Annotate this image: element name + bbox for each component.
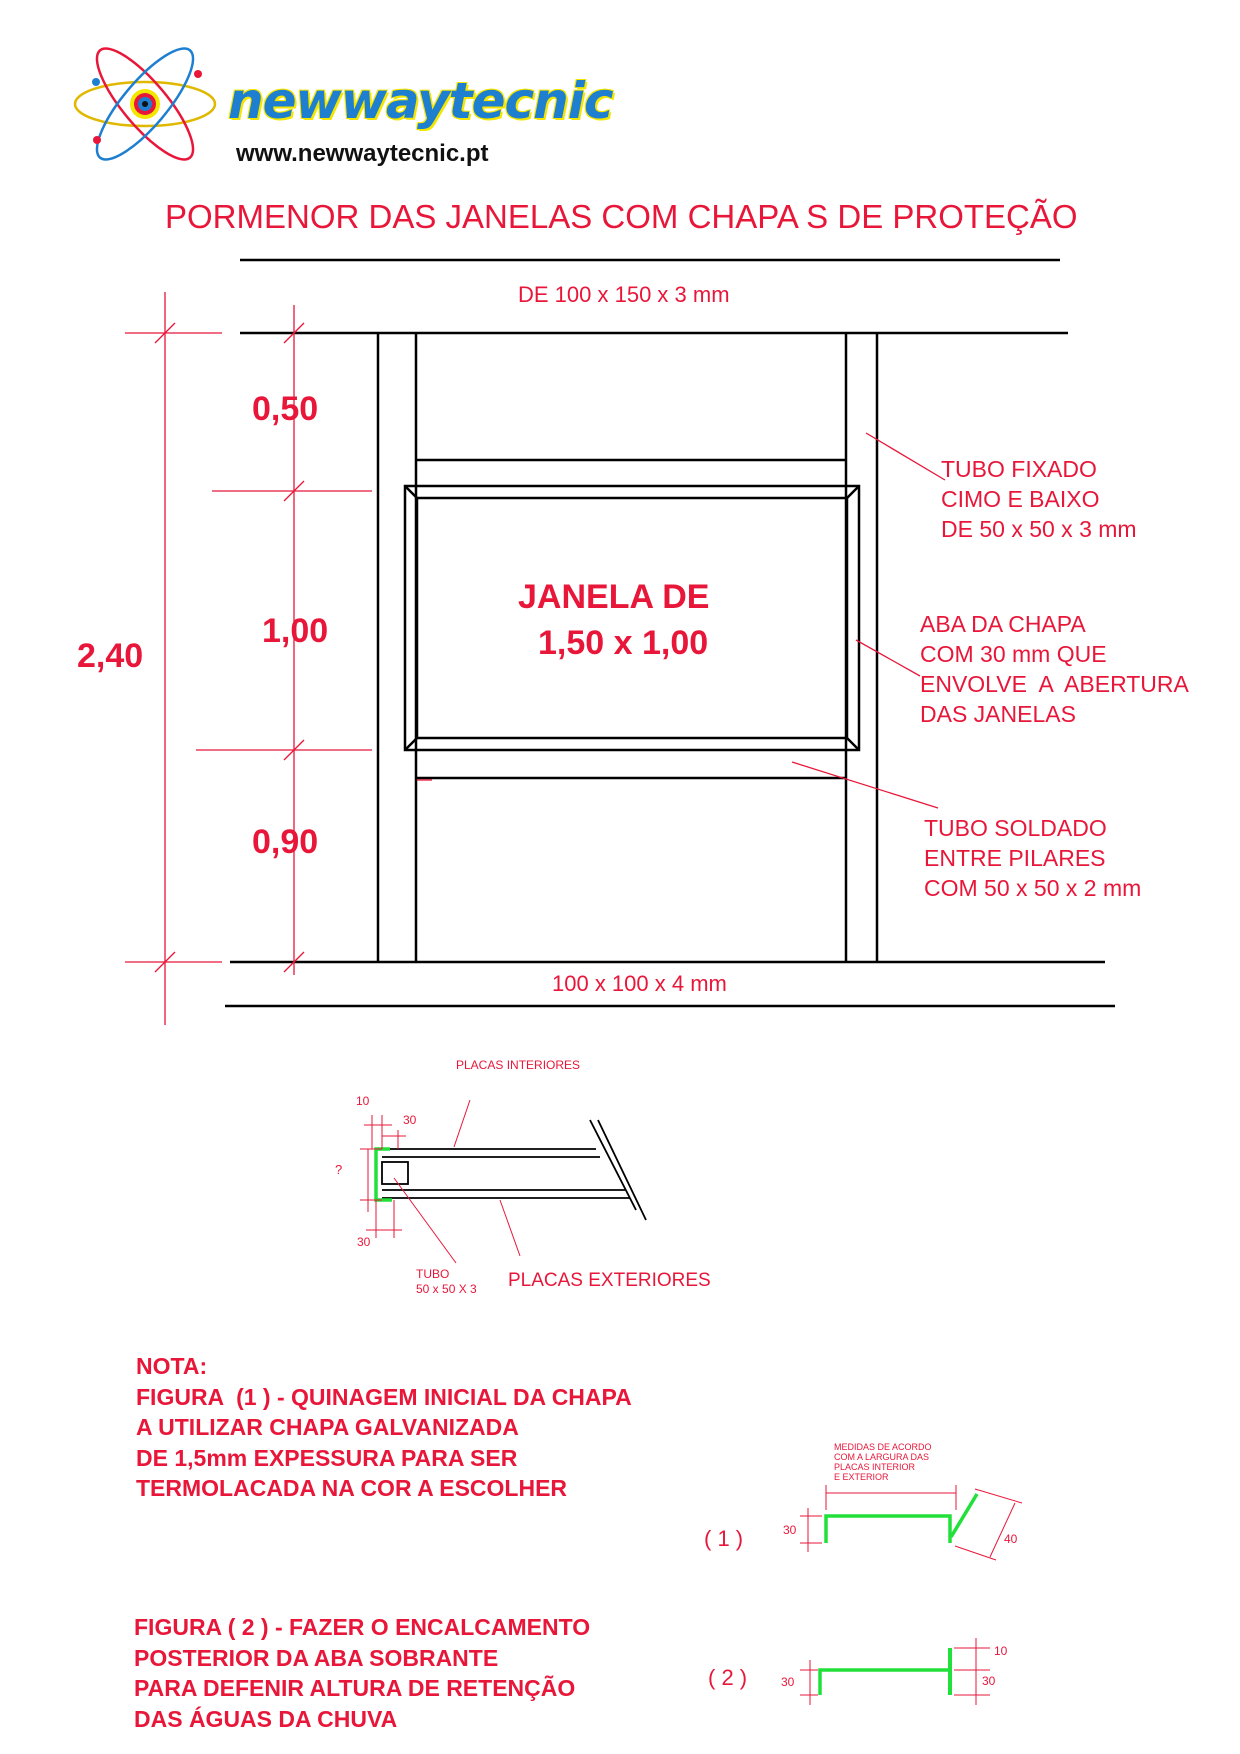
note-tube-fixed: TUBO FIXADO CIMO E BAIXO DE 50 x 50 x 3 mm	[941, 456, 1137, 542]
dim-section-10: 10	[356, 1094, 370, 1108]
window-frame-inner	[417, 498, 847, 738]
leader-exterior	[500, 1200, 520, 1256]
figure2-label: ( 2 )	[708, 1665, 748, 1690]
dim-section-30-bottom: 30	[357, 1235, 371, 1249]
dim-bottom-segment: 0,90	[252, 823, 319, 861]
atom-logo-icon	[75, 36, 215, 172]
window-title: JANELA DE	[518, 578, 710, 616]
figure1-dim-40: 40	[1004, 1532, 1018, 1546]
elevation-dimensions	[125, 292, 945, 1025]
dim-top-segment: 0,50	[252, 390, 319, 428]
window-frame-outer	[405, 486, 859, 750]
label-interior-plates: PLACAS INTERIORES	[456, 1058, 581, 1072]
figure2-profile	[800, 1638, 990, 1705]
figura2-block: FIGURA ( 2 ) - FAZER O ENCALCAMENTO POSTERIOR DA ABA SOBRANTE PARA DEFENIR ALTURA DE RETENÇÃO DAS ÁGUAS DA CHUVA	[134, 1614, 591, 1732]
figure1-profile	[800, 1485, 1022, 1560]
figure2-dim-30-right: 30	[982, 1674, 996, 1688]
note-flange: ABA DA CHAPA COM 30 mm QUE ENVOLVE A ABERTURA DAS JANELAS	[920, 611, 1189, 727]
nota-block: NOTA: FIGURA (1 ) - QUINAGEM INICIAL DA CHAPA A UTILIZAR CHAPA GALVANIZADA DE 1,5mm EXPESSURA PARA SER TERMOLACADA NA COR A ESCOLHER	[136, 1353, 632, 1501]
label-exterior-plates: PLACAS EXTERIORES	[508, 1270, 711, 1291]
window-size: 1,50 x 1,00	[538, 624, 709, 662]
figure1-caption: MEDIDAS DE ACORDO COM A LARGURA DAS PLACAS INTERIOR E EXTERIOR	[834, 1442, 932, 1482]
top-beam-label: DE 100 x 150 x 3 mm	[518, 282, 730, 307]
tube-section	[382, 1162, 408, 1184]
figure1-dim-30: 30	[783, 1523, 797, 1537]
dim-total-height: 2,40	[77, 637, 144, 675]
figure1-label: ( 1 )	[704, 1526, 744, 1551]
dim-middle-segment: 1,00	[262, 612, 329, 650]
leader-interior	[454, 1100, 470, 1147]
note-tube-welded: TUBO SOLDADO ENTRE PILARES COM 50 x 50 x 2 mm	[924, 815, 1142, 901]
dim-section-30-top: 30	[403, 1113, 417, 1127]
leader-tube-welded	[792, 762, 938, 808]
figure2-dim-30-left: 30	[781, 1675, 795, 1689]
brand-name: newwaytecnic	[228, 72, 613, 130]
label-tube: TUBO	[416, 1267, 450, 1281]
brand-url[interactable]: www.newwaytecnic.pt	[236, 140, 489, 167]
dim-section-unknown: ?	[335, 1162, 343, 1177]
bottom-beam-label: 100 x 100 x 4 mm	[552, 971, 727, 996]
figure2-dim-10: 10	[994, 1644, 1008, 1658]
label-tube-size: 50 x 50 X 3	[416, 1282, 477, 1296]
page-title: PORMENOR DAS JANELAS COM CHAPA S DE PROTEÇÃO	[165, 198, 1078, 235]
leader-flange	[856, 640, 920, 676]
